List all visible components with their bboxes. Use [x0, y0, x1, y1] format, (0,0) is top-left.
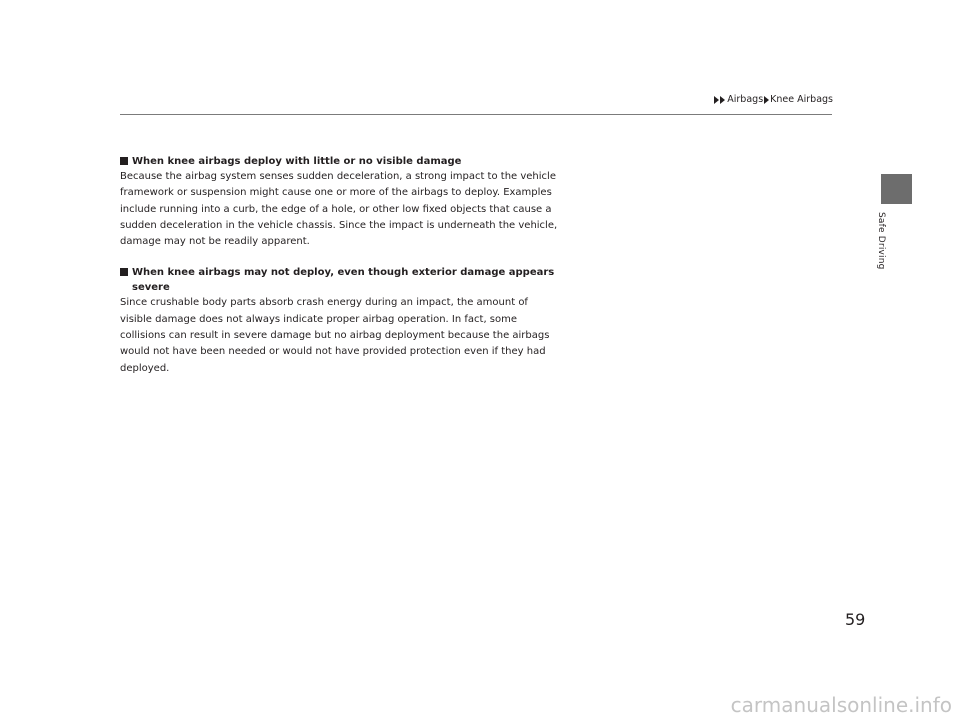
section-heading — [120, 265, 560, 295]
chapter-tab[interactable] — [881, 174, 912, 204]
breadcrumb-arrow-icon — [764, 96, 769, 104]
square-bullet-icon — [120, 157, 128, 165]
section-body: Because the airbag system senses sudden deceleration, a strong impact to the vehicle framework or suspension might cause one or more of the airbags to deploy. Examples include running into a curb, the edge of a hole, or other low fixed objects that cause a sudden deceleration in the vehicle chassis. Since the impact is underneath the vehicle, damage may not be readily apparent. — [120, 171, 558, 248]
section-little-visible-damage — [120, 154, 560, 250]
page-number: 59 — [845, 610, 866, 629]
breadcrumb — [714, 94, 833, 105]
page-content — [120, 154, 560, 392]
breadcrumb-item-knee-airbags[interactable]: Knee Airbags — [770, 94, 833, 105]
chapter-label: Safe Driving — [876, 212, 886, 270]
watermark: carmanualsonline.info — [730, 693, 952, 717]
breadcrumb-arrow-icon — [720, 96, 725, 104]
breadcrumb-arrow-icon — [714, 96, 719, 104]
breadcrumb-item-airbags[interactable]: Airbags — [727, 94, 764, 105]
section-heading — [120, 154, 560, 169]
header-divider — [120, 114, 832, 115]
section-body: Since crushable body parts absorb crash energy during an impact, the amount of visible damage does not always indicate proper airbag operation. In fact, some collisions can result in severe damage but no airbag deployment because the airbags would not have been needed or would not have provided protection even if they had deployed. — [120, 297, 550, 374]
square-bullet-icon — [120, 268, 128, 276]
section-heading-text: When knee airbags deploy with little or no visible damage — [132, 156, 462, 167]
section-heading-text: When knee airbags may not deploy, even though exterior damage appears severe — [132, 267, 555, 294]
section-severe-damage-no-deploy — [120, 265, 560, 376]
